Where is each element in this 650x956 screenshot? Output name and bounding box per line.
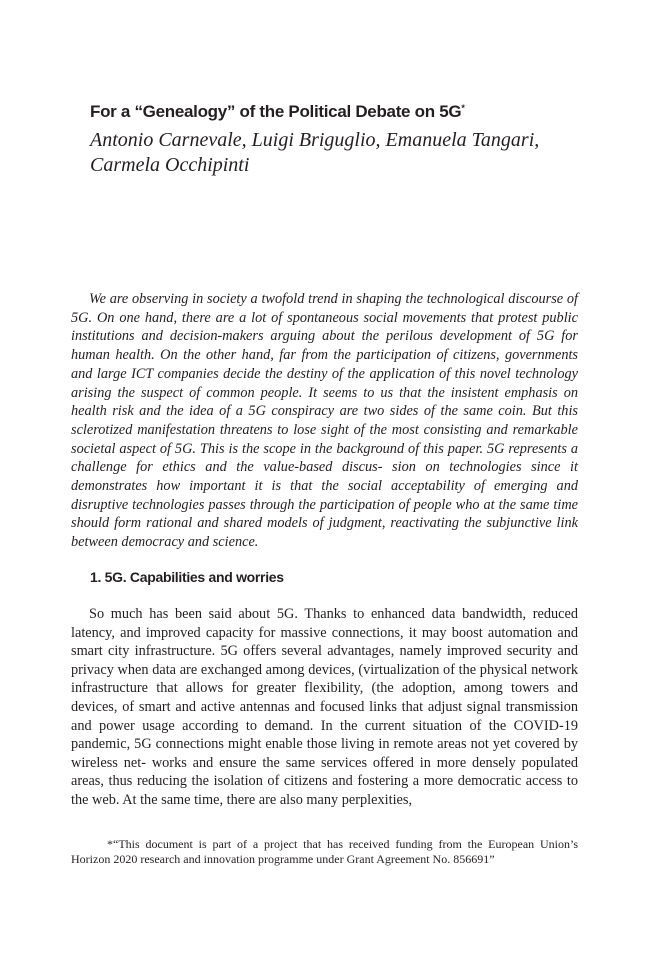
section-paragraph: So much has been said about 5G. Thanks to enhanced data bandwidth, reduced latency, and improved capacity for massive connections, it may boost automation and smart city infrastructure. 5G offers several advantages, namely improved security and privacy when data are exchanged among devices, (virtualization of the physical network infrastructure that allows for greater flexibility, (the adoption, among towers and devices, of smart and active antennas and focused links that adjust signal transmission and power usage according to demand. In the current situation of the COVID-19 pandemic, 5G connections might enable those living in remote areas not yet covered by wireless net- works and ensure the same services offered in more densely populated areas, thus reducing the isolation of citizens and fostering a more democratic access to the web. At the same time, there are also many perplexities, (71, 606, 578, 808)
author-list (90, 128, 590, 178)
footnote-text: “This document is part of a project that has received funding from the European Union’s Horizon 2020 research and innovation programme under Grant Agreement No. 856691” (71, 837, 578, 866)
title-footnote-marker: * (461, 103, 465, 113)
title-block (90, 98, 590, 178)
section-heading: 1. 5G. Capabilities and worries (90, 569, 284, 585)
footnote-marker: * (107, 837, 113, 851)
authors-line-1: Antonio Carnevale, Luigi Briguglio, Emanuela Tangari, (90, 129, 540, 151)
paper-title-text: For a “Genealogy” of the Political Debate on 5G (90, 102, 462, 121)
footnote (71, 837, 578, 867)
abstract: We are observing in society a twofold trend in shaping the technological discourse of 5G. On one hand, there are a lot of spontaneous social movements that protest public institutions and decision-makers arguing about the perilous development of 5G for human health. On the other hand, far from the participation of citizens, governments and large ICT companies decide the destiny of the application of this novel technology arising the suspect of common people. It seems to us that the insistent emphasis on health risk and the idea of a 5G conspiracy are two sides of the same coin. But this sclerotized manifestation threatens to lose sight of the most consisting and remarkable societal aspect of 5G. This is the scope in the background of this paper. 5G represents a challenge for ethics and the value-based discus- sion on technologies since it demonstrates how important it is that the social acceptability of emerging and disruptive technologies passes through the participation of people who at the same time should form rational and shared models of judgment, reactivating the subjunctive link between democracy and science. (71, 291, 578, 551)
paper-title (90, 98, 590, 122)
authors-line-2: Carmela Occhipinti (90, 154, 250, 176)
